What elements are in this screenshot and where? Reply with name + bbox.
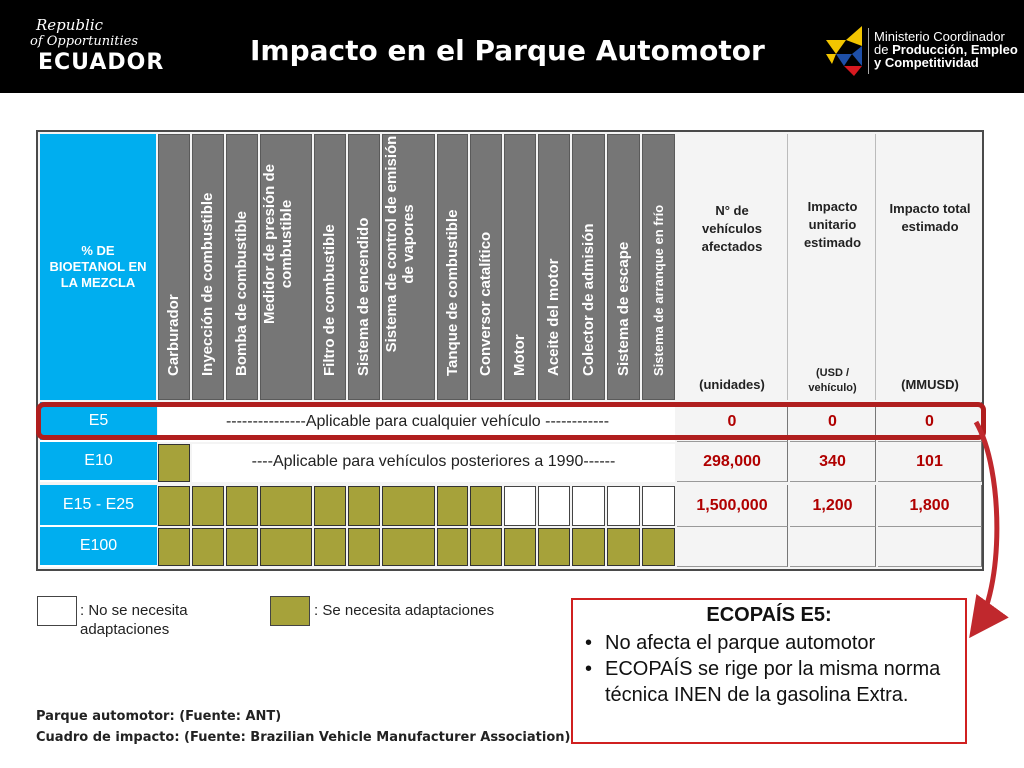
total-impact-value: 1,800: [878, 485, 982, 527]
component-label: Tanque de combustible: [443, 209, 461, 376]
unit-impact-value: [790, 527, 876, 567]
adaptation-needed-cell: [260, 528, 312, 566]
logo-script-line2: of Opportunities: [30, 34, 138, 49]
total-impact-value: 101: [878, 442, 982, 482]
component-header-9: [504, 134, 536, 400]
vehicles-affected-title: N° de vehículos afectados: [701, 203, 763, 254]
component-header-6: [382, 134, 435, 400]
ecopais-bullet-1: • No afecta el parque automotor: [585, 630, 957, 656]
row-label: E15 - E25: [40, 485, 157, 527]
no-adaptation-cell: [538, 486, 570, 526]
component-header-1: [192, 134, 224, 400]
e5-highlight-frame: [36, 402, 986, 440]
total-impact-title: Impacto total estimado: [889, 201, 971, 234]
adaptation-needed-cell: [437, 486, 468, 526]
adaptation-needed-cell: [226, 486, 258, 526]
adaptation-needed-cell: [260, 486, 312, 526]
logo-wordmark: ECUADOR: [38, 50, 165, 75]
component-header-4: [314, 134, 346, 400]
component-header-3: [260, 134, 312, 400]
adaptation-needed-cell: [314, 486, 346, 526]
adaptation-needed-cell: [314, 528, 346, 566]
component-label: Motor: [511, 334, 528, 376]
logo-script-line1: Republic: [36, 16, 104, 34]
source-line-1: Parque automotor: (Fuente: ANT): [36, 709, 282, 724]
ministry-line2: Producción, Empleo: [892, 42, 1018, 57]
adaptation-needed-cell: [607, 528, 640, 566]
component-header-7: [437, 134, 468, 400]
component-label: Medidor de presión de combustible: [261, 163, 295, 325]
ministry-line3: y Competitividad: [874, 55, 979, 70]
adaptation-needed-cell: [348, 486, 380, 526]
ministry-line1: Ministerio Coordinador: [874, 29, 1005, 44]
component-header-8: [470, 134, 502, 400]
adaptation-needed-cell: [572, 528, 605, 566]
unit-impact-unit: (USD / vehículo): [808, 367, 857, 394]
ecuador-logo: [28, 14, 168, 78]
ecopais-bullet-2: • ECOPAÍS se rige por la misma norma técnica INEN de la gasolina Extra.: [585, 656, 957, 708]
component-label: Conversor catalítico: [477, 231, 494, 376]
component-label: Inyección de combustible: [199, 192, 216, 376]
unit-impact-header: [790, 134, 876, 400]
adaptation-needed-cell: [382, 528, 435, 566]
component-label: Aceite del motor: [545, 258, 562, 376]
ethanol-percent-header: % DE BIOETANOL EN LA MEZCLA: [40, 134, 156, 400]
adaptation-needed-cell: [192, 486, 224, 526]
adaptation-needed-cell: [348, 528, 380, 566]
component-header-11: [572, 134, 605, 400]
row-span-text: ----Aplicable para vehículos posteriores a 1990------: [251, 453, 616, 470]
vehicles-affected-unit: (unidades): [699, 377, 765, 392]
adaptation-needed-cell: [470, 486, 502, 526]
unit-impact-value: 340: [790, 442, 876, 482]
total-impact-header: [878, 134, 982, 400]
unit-impact-title: Impacto unitario estimado: [803, 199, 862, 250]
adaptation-needed-cell: [504, 528, 536, 566]
unit-impact-value: 1,200: [790, 485, 876, 527]
no-adaptation-cell: [607, 486, 640, 526]
vehicles-value: 298,000: [677, 442, 788, 482]
adaptation-needed-cell: [192, 528, 224, 566]
page-title: Impacto en el Parque Automotor: [250, 34, 765, 67]
component-label: Sistema de escape: [614, 241, 632, 376]
component-header-10: [538, 134, 570, 400]
legend-no-adaptation: : No se necesita adaptaciones: [80, 602, 188, 638]
adaptation-needed-cell: [437, 528, 468, 566]
vehicles-value: 0: [677, 402, 788, 442]
no-adaptation-cell: [642, 486, 675, 526]
ministry-line2-prefix: de: [874, 42, 889, 57]
total-impact-value: [878, 527, 982, 567]
ecopais-box: [571, 598, 967, 744]
unit-impact-value: 0: [790, 402, 876, 442]
component-label: Sistema de encendido: [355, 217, 372, 376]
component-label: Bomba de combustible: [233, 210, 250, 376]
adaptation-needed-cell: [158, 486, 190, 526]
adaptation-needed-cell: [642, 528, 675, 566]
ecopais-title: ECOPAÍS E5:: [706, 604, 832, 626]
adaptation-needed-cell: [470, 528, 502, 566]
adaptation-needed-cell: [538, 528, 570, 566]
component-label: Sistema de control de emisión de vapores: [382, 135, 417, 353]
row-label: E5: [40, 402, 157, 442]
e10-carburador-cell: [158, 444, 190, 482]
ministry-logo-icon: [822, 24, 868, 78]
component-label: Filtro de combustible: [321, 224, 338, 376]
vehicles-value: [677, 527, 788, 567]
component-header-5: [348, 134, 380, 400]
row-span-text: ---------------Aplicable para cualquier vehículo ------------: [225, 413, 610, 430]
no-adaptation-cell: [572, 486, 605, 526]
adaptation-needed-cell: [226, 528, 258, 566]
ecopais-bullets: [585, 630, 957, 708]
component-label: Carburador: [165, 294, 182, 376]
component-header-2: [226, 134, 258, 400]
component-label: Sistema de arranque en frío: [650, 204, 666, 376]
legend-olive-swatch: [270, 596, 310, 626]
adaptation-needed-cell: [158, 528, 190, 566]
row-label: E10: [40, 442, 157, 482]
source-line-2: Cuadro de impacto: (Fuente: Brazilian Vehicle Manufacturer Association): [36, 730, 571, 745]
component-label: Colector de admisión: [579, 223, 597, 376]
row-label: E100: [40, 527, 157, 567]
vehicles-affected-header: [677, 134, 788, 400]
legend-adaptation: : Se necesita adaptaciones: [314, 602, 495, 619]
adaptation-needed-cell: [382, 486, 435, 526]
total-impact-value: 0: [878, 402, 982, 442]
component-header-13: [642, 134, 675, 400]
source-notes: [36, 706, 570, 748]
vehicles-value: 1,500,000: [677, 485, 788, 527]
component-header-12: [607, 134, 640, 400]
legend-white-swatch: [37, 596, 77, 626]
total-impact-unit: (MMUSD): [901, 377, 959, 392]
ministry-logo-divider: [868, 28, 869, 74]
ministry-logo-text: [874, 30, 1018, 69]
header-bar: [0, 0, 1024, 93]
component-header-0: [158, 134, 190, 400]
no-adaptation-cell: [504, 486, 536, 526]
